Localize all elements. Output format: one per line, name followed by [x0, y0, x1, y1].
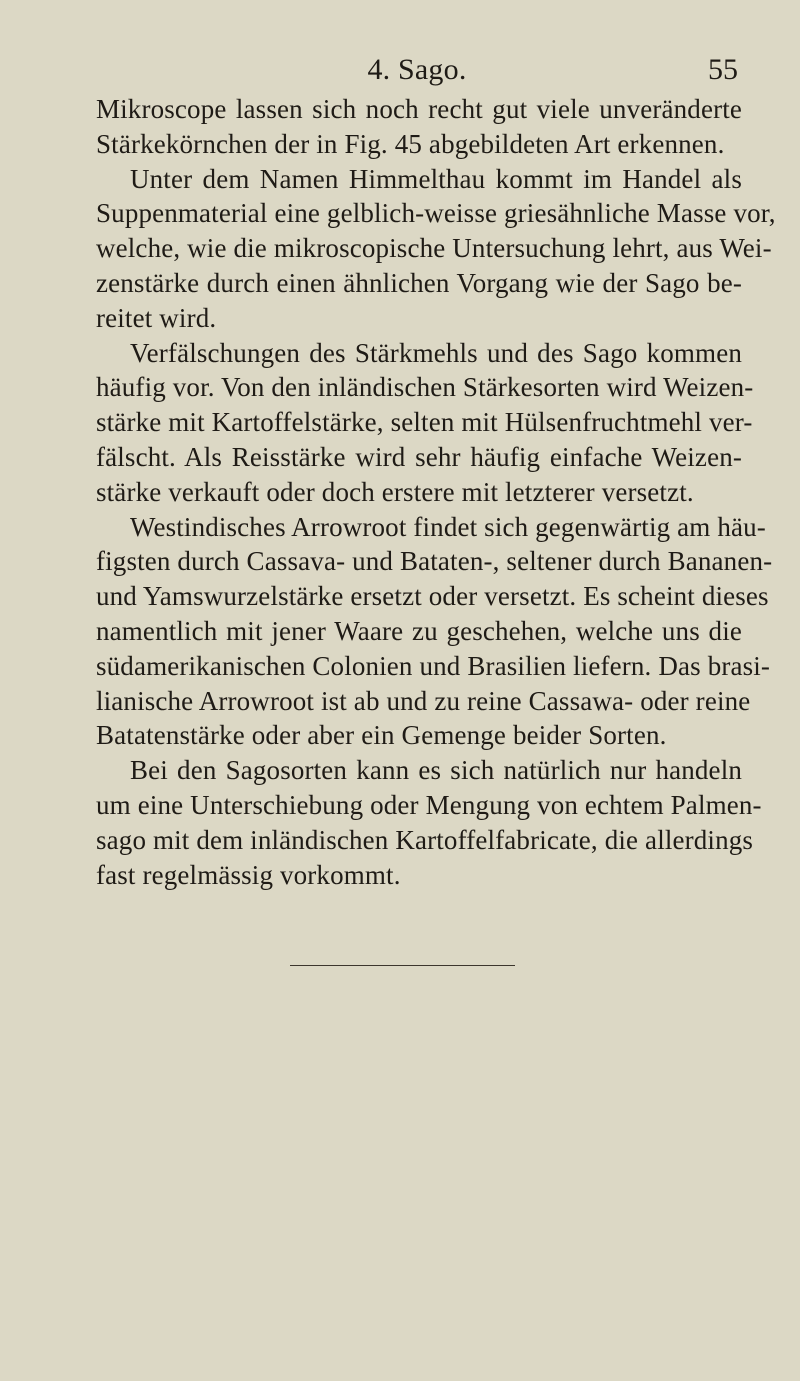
text-line: namentlich mit jener Waare zu geschehen, welche uns die [96, 615, 742, 646]
text-line: Unter dem Namen Himmelthau kommt im Handel als [130, 163, 742, 194]
text-line: fast regelmässig vorkommt. [96, 859, 401, 890]
text-line: südamerikanischen Colonien und Brasilien liefern. Das brasi- [96, 650, 771, 681]
text-line: Verfälschungen des Stärkmehls und des Sago kommen [130, 337, 742, 368]
text-line: figsten durch Cassava- und Bataten-, seltener durch Bananen- [96, 546, 773, 577]
text-line: lianische Arrowroot ist ab und zu reine Cassawa- oder reine [96, 685, 751, 716]
text-line: Mikroscope lassen sich noch recht gut viele unveränderte [96, 94, 742, 124]
text-line: stärke verkauft oder doch erstere mit letzterer versetzt. [96, 476, 694, 507]
text-line: welche, wie die mikroscopische Untersuchung lehrt, aus Wei- [96, 233, 772, 264]
text-line: um eine Unterschiebung oder Mengung von echtem Palmen- [96, 789, 762, 820]
text-line: Stärkekörnchen der in Fig. 45 abgebildeten Art erkennen. [96, 128, 725, 159]
end-rule [290, 965, 515, 966]
text-line: stärke mit Kartoffelstärke, selten mit Hülsenfruchtmehl ver- [96, 407, 753, 438]
text-line: zenstärke durch einen ähnlichen Vorgang wie der Sago be- [96, 267, 742, 298]
text-line: häufig vor. Von den inländischen Stärkesorten wird Weizen- [96, 372, 754, 403]
text-line: Westindisches Arrowroot findet sich gegenwärtig am häu- [130, 511, 766, 542]
body-text [96, 92, 776, 892]
text-line: sago mit dem inländischen Kartoffelfabricate, die allerdings [96, 824, 754, 855]
text-line: Bei den Sagosorten kann es sich natürlich nur handeln [130, 755, 742, 786]
running-head: 4. Sago. [367, 53, 467, 86]
text-line: Suppenmaterial eine gelblich-weisse griesähnliche Masse vor, [96, 198, 776, 229]
text-line: fälscht. Als Reisstärke wird sehr häufig einfache Weizen- [96, 441, 742, 472]
text-line: reitet wird. [96, 302, 217, 333]
text-line: und Yamswurzelstärke ersetzt oder versetzt. Es scheint dieses [96, 581, 769, 612]
page-header [96, 50, 738, 90]
page-number: 55 [708, 53, 738, 86]
text-line: Batatenstärke oder aber ein Gemenge beider Sorten. [96, 720, 667, 751]
